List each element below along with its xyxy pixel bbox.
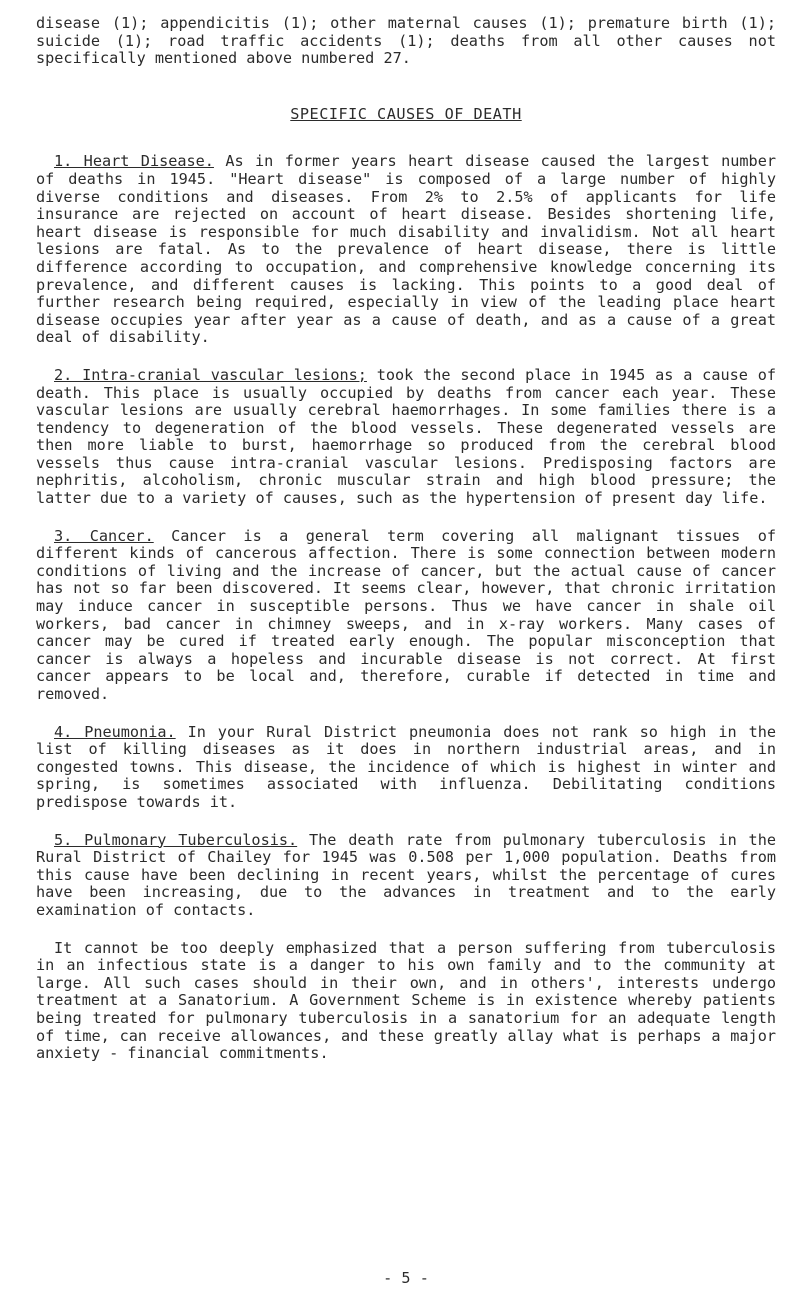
heading-cancer: 3. Cancer. (54, 526, 154, 545)
heading-heart-disease: 1. Heart Disease. (54, 152, 214, 171)
document-page (36, 14, 776, 1287)
section-tuberculosis (36, 832, 776, 920)
text-tuberculosis: The death rate from pulmonary tuberculosis in the Rural District of Chailey for 1945 was 0.508 per 1,000 population. Deaths from this cause have been declining in recent years, whilst the percentage of cures have been increasing, due to the advances in treatment and to the early examination of contacts. (36, 830, 776, 919)
heading-pneumonia: 4. Pneumonia. (54, 722, 176, 741)
closing-paragraph: It cannot be too deeply emphasized that a person suffering from tuberculosis in an infectious state is a danger to his own family and to the community at large. All such cases should in their own, and in others', interests undergo treatment at a Sanatorium. A Government Scheme is in existence whereby patients being treated for pulmonary tuberculosis in a sanatorium for an adequate length of time, can receive allowances, and these greatly allay what is perhaps a major anxiety - financial commitments. (36, 938, 776, 1063)
text-pneumonia: In your Rural District pneumonia does not rank so high in the list of killing diseases as it does in northern industrial areas, and in congested towns. This disease, the incidence of which is highest in winter and spring, is sometimes associated with influenza. Debilitating conditions predispose towards it. (36, 722, 776, 811)
section-title: SPECIFIC CAUSES OF DEATH (290, 104, 522, 123)
section-pneumonia (36, 724, 776, 812)
heading-intracranial: 2. Intra-cranial vascular lesions; (54, 365, 367, 384)
heading-tuberculosis: 5. Pulmonary Tuberculosis. (54, 830, 298, 849)
text-heart-disease: As in former years heart disease caused the largest number of deaths in 1945. "Heart disease" is composed of a large number of highly diverse conditions and diseases. From 2% to 2.5% of applicants for life insurance are rejected on account of heart disease. Besides shortening life, heart disease is responsible for much disability and invalidism. Not all heart lesions are fatal. As to the prevalence of heart disease, there is little difference according to occupation, and comprehensive knowledge concerning its prevalence, and different causes is lacking. This points to a good deal of further research being required, especially in view of the leading place heart disease occupies year after year as a cause of death, and as a cause of a great deal of disability. (36, 152, 776, 347)
intro-paragraph: disease (1); appendicitis (1); other maternal causes (1); premature birth (1); suicide (1); road traffic accidents (1); deaths from all other causes not specifically mentioned above numbered 27. (36, 14, 776, 68)
text-cancer: Cancer is a general term covering all malignant tissues of different kinds of cancerous affection. There is some connection between modern conditions of living and the increase of cancer, but the actual cause of cancer has not so far been discovered. It seems clear, however, that chronic irritation may induce cancer in susceptible persons. Thus we have cancer in shale oil workers, bad cancer in chimney sweeps, and in x-ray workers. Many cases of cancer may be cured if treated early enough. The popular misconception that cancer is always a hopeless and incurable disease is not correct. At first cancer appears to be local and, therefore, curable if detected in time and removed. (36, 526, 776, 703)
section-heart-disease (36, 153, 776, 347)
page-number: - 5 - (383, 1269, 429, 1287)
section-cancer (36, 528, 776, 704)
section-intracranial (36, 367, 776, 508)
text-intracranial: took the second place in 1945 as a cause of death. This place is usually occupied by deaths from cancer each year. These vascular lesions are usually cerebral haemorrhages. In some families there is a tendency to degeneration of the blood vessels. These degenerated vessels are then more liable to burst, haemorrhage so produced from the cerebral blood vessels thus cause intra-cranial vascular lesions. Predisposing factors are nephritis, alcoholism, chronic muscular strain and high blood pressure; the latter due to a variety of causes, such as the hypertension of present day life. (36, 365, 776, 508)
